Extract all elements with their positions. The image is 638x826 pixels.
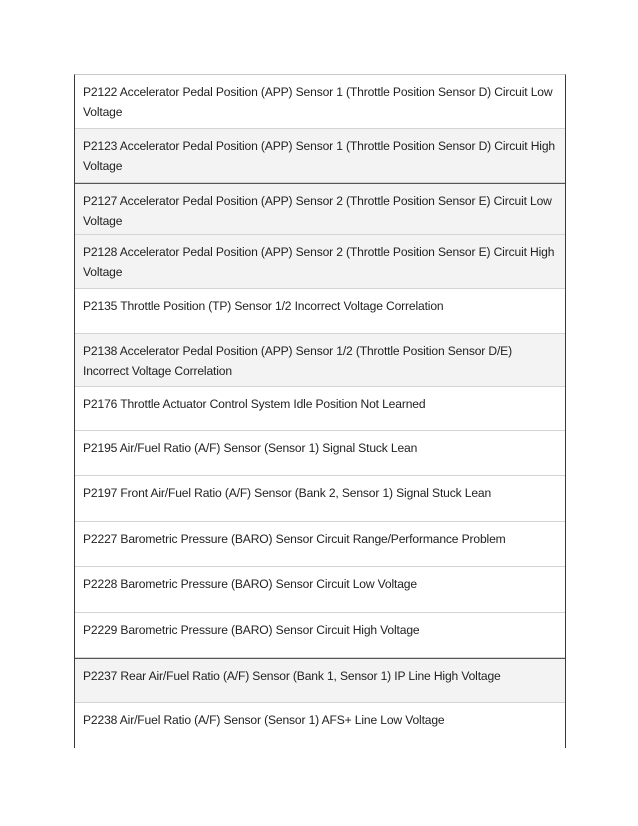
table-row [75,75,565,129]
code-description: P2237 Rear Air/Fuel Ratio (A/F) Sensor (Bank 1, Sensor 1) IP Line High Voltage [83,669,501,683]
table-row [75,522,565,567]
code-description: P2127 Accelerator Pedal Position (APP) Sensor 2 (Throttle Position Sensor E) Circuit Low Voltage [83,194,552,228]
code-description: P2195 Air/Fuel Ratio (A/F) Sensor (Sensor 1) Signal Stuck Lean [83,441,418,455]
table-row [75,235,565,289]
code-description: P2135 Throttle Position (TP) Sensor 1/2 Incorrect Voltage Correlation [83,299,444,313]
table-row [75,476,565,522]
code-description: P2176 Throttle Actuator Control System Idle Position Not Learned [83,397,426,411]
table-row [75,183,565,235]
code-description: P2238 Air/Fuel Ratio (A/F) Sensor (Sensor 1) AFS+ Line Low Voltage [83,713,445,727]
code-description: P2122 Accelerator Pedal Position (APP) Sensor 1 (Throttle Position Sensor D) Circuit Low Voltage [83,85,553,119]
code-description: P2229 Barometric Pressure (BARO) Sensor Circuit High Voltage [83,623,420,637]
dtc-code-table [74,74,566,748]
table-row [75,431,565,476]
table-row [75,567,565,613]
code-description: P2227 Barometric Pressure (BARO) Sensor Circuit Range/Performance Problem [83,532,506,546]
table-row [75,129,565,183]
table-row [75,613,565,658]
code-description: P2138 Accelerator Pedal Position (APP) Sensor 1/2 (Throttle Position Sensor D/E) Incorrect Voltage Correlation [83,344,512,378]
code-description: P2123 Accelerator Pedal Position (APP) Sensor 1 (Throttle Position Sensor D) Circuit High Voltage [83,139,555,173]
code-description: P2197 Front Air/Fuel Ratio (A/F) Sensor (Bank 2, Sensor 1) Signal Stuck Lean [83,486,492,500]
table-row [75,703,565,748]
table-row [75,658,565,703]
table-row [75,387,565,431]
table-row [75,334,565,387]
code-description: P2228 Barometric Pressure (BARO) Sensor Circuit Low Voltage [83,577,417,591]
table-row [75,289,565,334]
code-description: P2128 Accelerator Pedal Position (APP) Sensor 2 (Throttle Position Sensor E) Circuit High Voltage [83,245,555,279]
